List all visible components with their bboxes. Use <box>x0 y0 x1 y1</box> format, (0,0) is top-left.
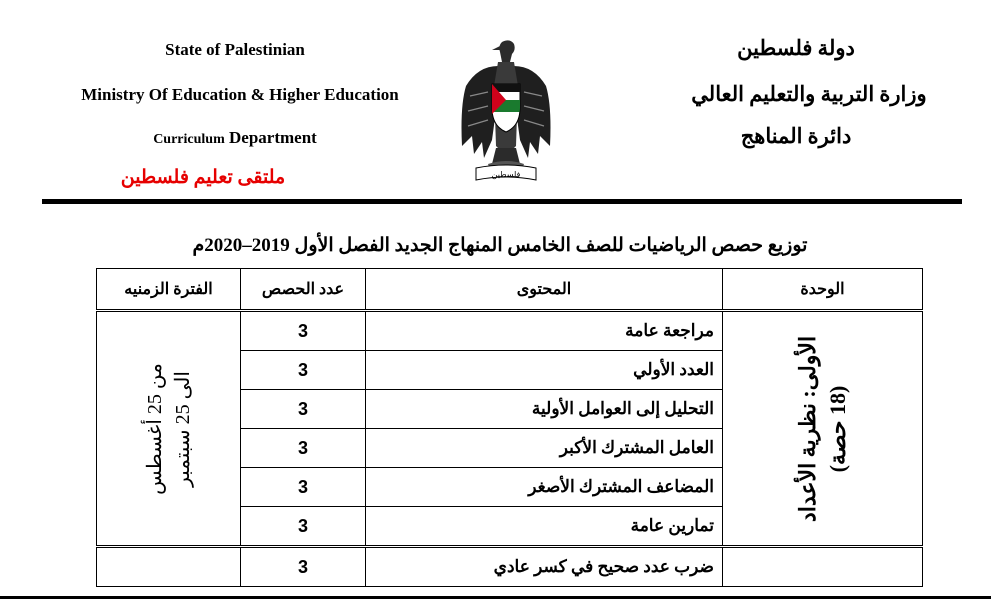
period-from: من 25 أغسطس <box>143 362 166 495</box>
content-cell: العامل المشترك الأكبر <box>366 429 723 468</box>
document-title: توزيع حصص الرياضيات للصف الخامس المنهاج الجديد الفصل الأول 2019–2020م <box>192 235 808 256</box>
count-cell: 3 <box>241 311 366 351</box>
count-cell: 3 <box>241 507 366 547</box>
unit-cell <box>723 311 923 547</box>
period-to: الى 25 سبتمبر <box>171 370 194 487</box>
unit-label <box>793 335 853 521</box>
content-cell: المضاعف المشترك الأصغر <box>366 468 723 507</box>
content-cell: التحليل إلى العوامل الأولية <box>366 390 723 429</box>
palestine-eagle-emblem-icon <box>458 36 554 184</box>
emblem-label: فلسطين <box>491 170 521 179</box>
header-count: عدد الحصص <box>241 269 366 311</box>
period-cell-next <box>97 547 241 587</box>
schedule-table <box>96 268 923 587</box>
header-content: المحتوى <box>366 269 723 311</box>
count-cell: 3 <box>241 390 366 429</box>
state-name-ar: دولة فلسطين <box>737 36 855 60</box>
department-name-ar: دائرة المناهج <box>740 124 852 148</box>
content-cell: العدد الأولي <box>366 351 723 390</box>
period-cell <box>97 311 241 547</box>
department-name-en-small: Curriculum <box>153 132 225 147</box>
unit-cell-next <box>723 547 923 587</box>
content-cell: ضرب عدد صحيح في كسر عادي <box>366 547 723 587</box>
ministry-name-en: Ministry Of Education & Higher Education <box>81 85 399 104</box>
count-cell: 3 <box>241 429 366 468</box>
unit-name: الأولى: نظرية الأعداد <box>794 335 820 522</box>
count-cell: 3 <box>241 547 366 587</box>
content-cell: مراجعة عامة <box>366 311 723 351</box>
content-cell: تمارين عامة <box>366 507 723 547</box>
count-cell: 3 <box>241 351 366 390</box>
count-cell: 3 <box>241 468 366 507</box>
table-row <box>97 547 923 587</box>
ministry-name-ar: وزارة التربية والتعليم العالي <box>691 82 927 106</box>
header-period: الفترة الزمنيه <box>97 269 241 311</box>
period-label <box>141 363 197 495</box>
header-divider <box>42 199 962 204</box>
unit-sessions: (18 حصة) <box>824 385 850 472</box>
table-header-row <box>97 269 923 311</box>
department-name-en <box>60 128 410 148</box>
forum-name: ملتقى تعليم فلسطين <box>120 167 286 188</box>
header-unit: الوحدة <box>723 269 923 311</box>
department-name-en-rest: Department <box>224 128 317 147</box>
state-name-en: State of Palestinian <box>165 40 305 59</box>
table-row <box>97 311 923 351</box>
